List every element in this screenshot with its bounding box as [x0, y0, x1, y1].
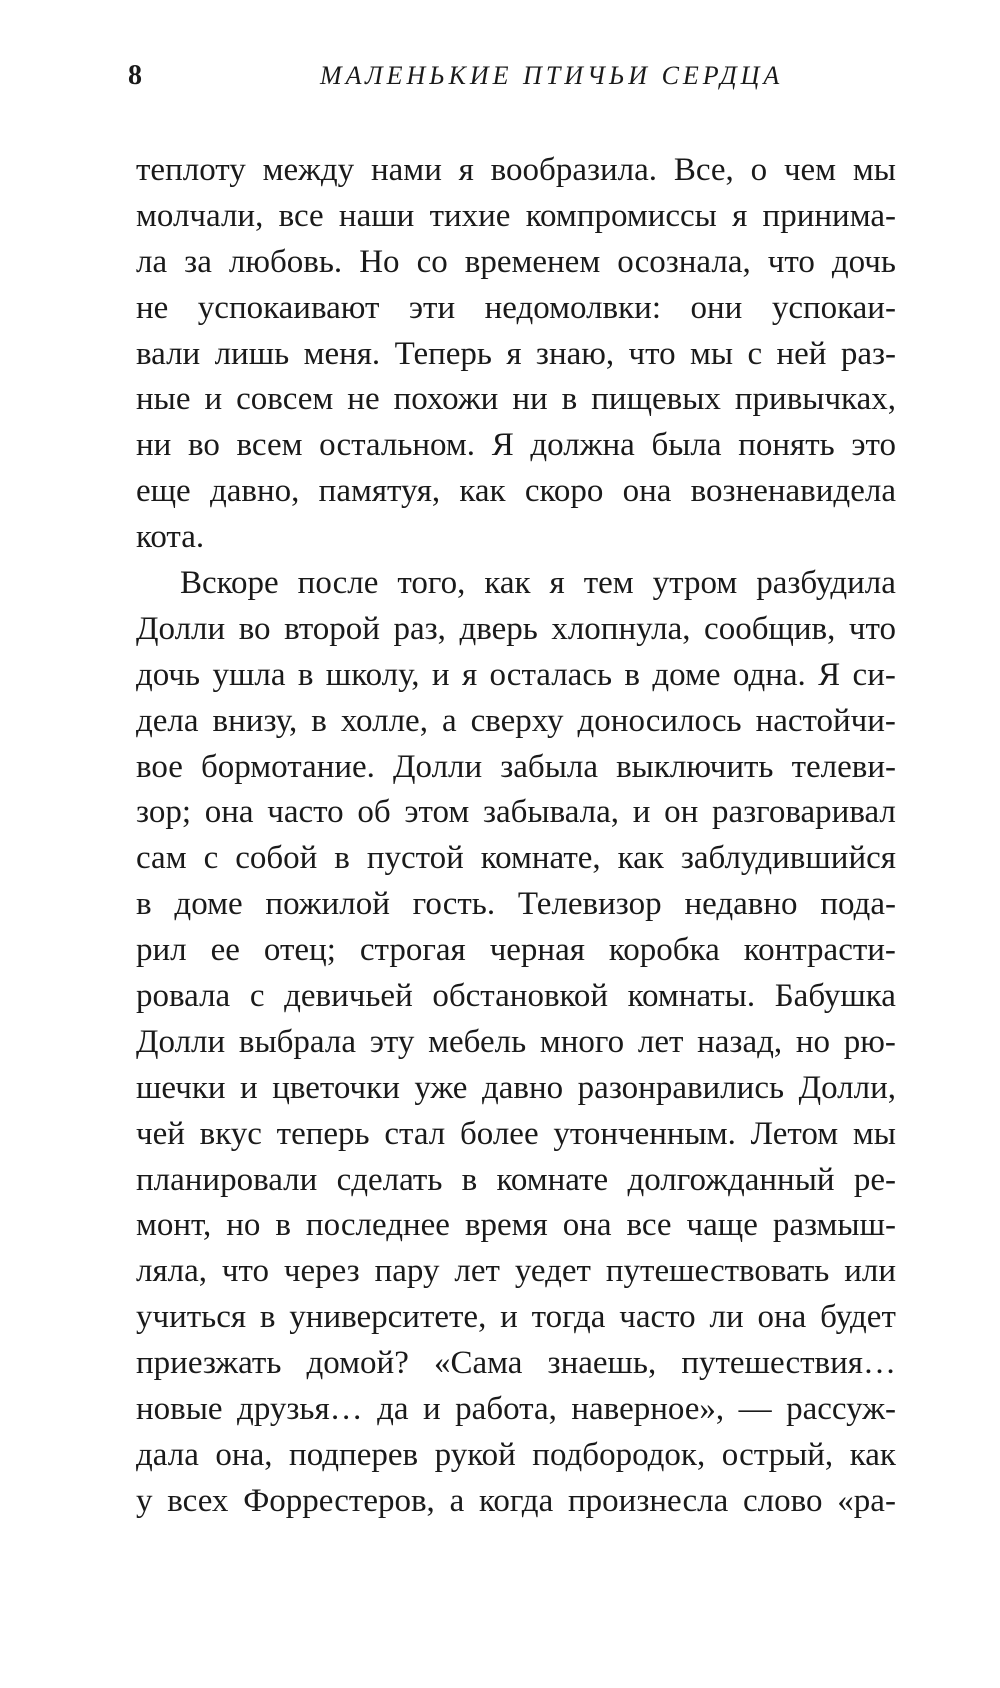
text-line: ла за любовь. Но со временем осознала, что дочь	[136, 243, 896, 280]
text-line: ляла, что через пару лет уедет путешествовать или	[136, 1253, 896, 1290]
text-line: зор; она часто об этом забывала, и он разговаривал	[136, 794, 896, 831]
text-line: ровала с девичьей обстановкой комнаты. Бабушка	[136, 978, 896, 1015]
text-line: дочь ушла в школу, и я осталась в доме одна. Я си-	[136, 656, 896, 693]
text-line: чей вкус теперь стал более утонченным. Летом мы	[136, 1115, 896, 1152]
text-line: молчали, все наши тихие компромиссы я принима-	[136, 197, 896, 234]
paragraph	[136, 148, 896, 561]
running-head	[0, 48, 1000, 91]
text-line: дела внизу, в холле, а сверху доносилось настойчи-	[136, 702, 896, 739]
text-line: Долли выбрала эту мебель много лет назад, но рю-	[136, 1023, 896, 1060]
text-line: шечки и цветочки уже давно разонравились Долли,	[136, 1069, 896, 1106]
text-line: вали лишь меня. Теперь я знаю, что мы с ней раз-	[136, 335, 896, 372]
text-line: еще давно, памятуя, как скоро она возненавидела	[136, 473, 896, 510]
text-line: новые друзья… да и работа, наверное», — рассуж-	[136, 1391, 896, 1428]
text-line: у всех Форрестеров, а когда произнесла слово «ра-	[136, 1482, 896, 1519]
text-line: Вскоре после того, как я тем утром разбудила	[180, 565, 896, 602]
text-line: рил ее отец; строгая черная коробка контрасти-	[136, 932, 896, 969]
text-line: не успокаивают эти недомолвки: они успокаи-	[136, 289, 896, 326]
text-line: сам с собой в пустой комнате, как заблудившийся	[136, 840, 896, 877]
text-line: приезжать домой? «Сама знаешь, путешествия…	[136, 1345, 896, 1382]
text-line: учиться в университете, и тогда часто ли она будет	[136, 1299, 896, 1336]
page-number: 8	[128, 60, 142, 91]
paragraph	[136, 561, 896, 1525]
text-line: кота.	[136, 519, 205, 556]
text-line: в доме пожилой гость. Телевизор недавно пода-	[136, 886, 896, 923]
text-line: ни во всем остальном. Я должна была понять это	[136, 427, 896, 464]
text-line: теплоту между нами я вообразила. Все, о чем мы	[136, 152, 896, 188]
text-line: ные и совсем не похожи ни в пищевых привычках,	[136, 381, 896, 418]
body-text	[136, 148, 896, 1525]
text-line: планировали сделать в комнате долгожданный ре-	[136, 1161, 896, 1198]
text-line: Долли во второй раз, дверь хлопнула, сообщив, что	[136, 610, 896, 647]
text-line: вое бормотание. Долли забыла выключить телеви-	[136, 748, 896, 785]
book-title: МАЛЕНЬКИЕ ПТИЧЬИ СЕРДЦА	[320, 61, 784, 90]
text-line: монт, но в последнее время она все чаще размыш-	[136, 1207, 896, 1244]
text-line: дала она, подперев рукой подбородок, острый, как	[136, 1436, 896, 1473]
